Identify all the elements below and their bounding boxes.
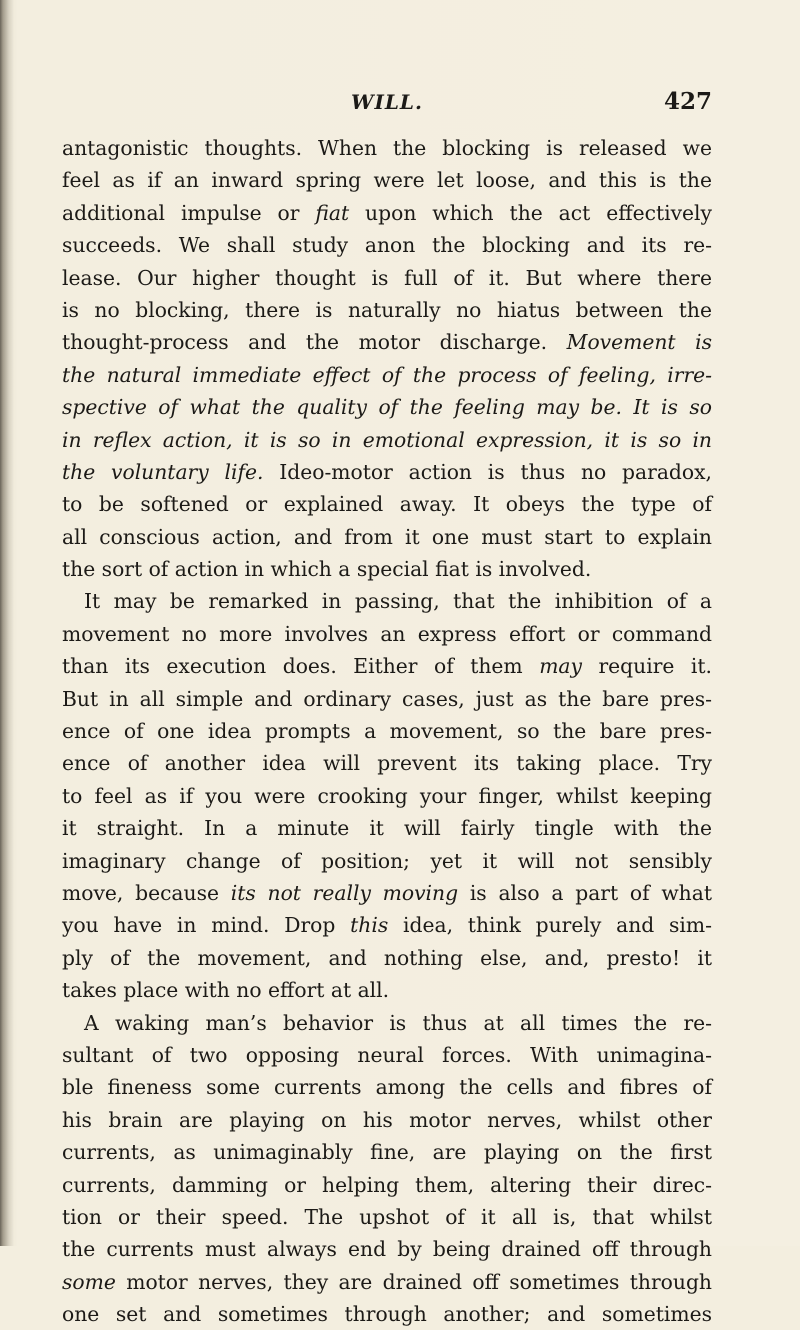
italic-text-run: this: [350, 913, 389, 938]
text-line: [62, 909, 712, 941]
text-run: than its execution does. Either of them: [62, 654, 540, 679]
page-number: 427: [663, 88, 712, 115]
text-run: require it.: [581, 654, 713, 679]
text-run: it straight. In a minute it will fairly tingle with the: [62, 816, 712, 841]
text-run: ply of the movement, and nothing else, and, presto! it: [62, 945, 712, 970]
italic-text-run: spective of what the quality of the feeling may be. It is so: [62, 395, 712, 420]
text-line: [62, 359, 712, 391]
text-run: additional impulse or: [62, 200, 316, 225]
text-run: currents, damming or helping them, altering their direc-: [62, 1172, 712, 1197]
text-run: idea, think purely and sim-: [388, 913, 712, 938]
text-line: [62, 1266, 712, 1298]
text-line: [62, 812, 712, 844]
text-line: [62, 715, 712, 747]
text-line: [62, 650, 712, 682]
text-run: ence of one idea prompts a movement, so the bare pres-: [62, 719, 712, 744]
text-line: [62, 488, 712, 520]
running-head: [62, 84, 712, 120]
italic-text-run: the voluntary life.: [62, 459, 264, 484]
text-run: is no blocking, there is naturally no hiatus between the: [62, 297, 712, 322]
text-line: [62, 1201, 712, 1233]
italic-text-run: the natural immediate effect of the process of feeling, irre-: [62, 362, 712, 387]
text-line: [62, 845, 712, 877]
text-line: [62, 1298, 712, 1330]
text-run: sultant of two opposing neural forces. With unimagina-: [62, 1042, 712, 1067]
text-run: upon which the act effectively: [349, 200, 713, 225]
text-run: imaginary change of position; yet it will not sensibly: [62, 848, 712, 873]
text-line: [62, 553, 712, 585]
text-run: But in all simple and ordinary cases, just as the bare pres-: [62, 686, 712, 711]
text-run: thought-process and the motor discharge.: [62, 330, 567, 355]
text-line: [62, 164, 712, 196]
text-line: [62, 262, 712, 294]
text-line: [62, 942, 712, 974]
text-line: [62, 683, 712, 715]
text-line: [62, 521, 712, 553]
text-line: [62, 456, 712, 488]
text-run: succeeds. We shall study anon the blocking and its re-: [62, 233, 712, 258]
text-run: motor nerves, they are drained off sometimes through: [115, 1269, 712, 1294]
text-run: to feel as if you were crooking your finger, whilst keeping: [62, 783, 712, 808]
text-run: A waking man’s behavior is thus at all times the re-: [84, 1010, 712, 1035]
text-line: [62, 424, 712, 456]
text-line: [62, 780, 712, 812]
text-run: the sort of action in which a special fiat is involved.: [62, 557, 592, 582]
text-line: [62, 294, 712, 326]
text-line: [62, 1233, 712, 1265]
text-run: antagonistic thoughts. When the blocking is released we: [62, 136, 712, 160]
text-run: is also a part of what: [458, 880, 712, 905]
text-line: [62, 132, 712, 164]
text-run: movement no more involves an express effort or command: [62, 621, 712, 646]
text-line: [62, 1071, 712, 1103]
text-run: his brain are playing on his motor nerves, whilst other: [62, 1107, 712, 1132]
text-run: currents, as unimaginably fine, are playing on the first: [62, 1140, 712, 1165]
italic-text-run: its not really moving: [230, 880, 459, 905]
text-line: [62, 229, 712, 261]
text-run: It may be remarked in passing, that the inhibition of a: [84, 589, 712, 614]
body-text: [62, 132, 712, 1330]
text-run: ence of another idea will prevent its taking place. Try: [62, 751, 712, 776]
text-run: one set and sometimes through another; and sometimes: [62, 1302, 712, 1327]
italic-text-run: may: [539, 654, 582, 679]
text-run: to be softened or explained away. It obeys the type of: [62, 492, 712, 517]
text-line: [62, 1039, 712, 1071]
text-line: [62, 877, 712, 909]
text-line: [62, 326, 712, 358]
text-run: lease. Our higher thought is full of it. But where there: [62, 265, 712, 290]
text-line: [62, 1007, 712, 1039]
text-run: the currents must always end by being drained off through: [62, 1237, 712, 1262]
text-line: [62, 391, 712, 423]
text-run: all conscious action, and from it one must start to explain: [62, 524, 712, 549]
text-line: [62, 1136, 712, 1168]
text-line: [62, 1104, 712, 1136]
text-line: [62, 1169, 712, 1201]
italic-text-run: Movement is: [566, 330, 712, 355]
text-run: move, because: [62, 880, 231, 905]
text-line: [62, 585, 712, 617]
italic-text-run: fiat: [315, 200, 350, 225]
text-line: [62, 618, 712, 650]
text-run: takes place with no effort at all.: [62, 978, 390, 1003]
text-line: [62, 747, 712, 779]
running-head-title: WILL.: [351, 90, 423, 114]
italic-text-run: some: [62, 1269, 116, 1294]
text-line: [62, 197, 712, 229]
text-run: tion or their speed. The upshot of it all is, that whilst: [62, 1204, 712, 1229]
italic-text-run: in reflex action, it is so in emotional expression, it is so in: [62, 427, 712, 452]
text-run: you have in mind. Drop: [62, 913, 351, 938]
text-line: [62, 974, 712, 1006]
text-run: Ideo-motor action is thus no paradox,: [263, 459, 712, 484]
text-run: ble fineness some currents among the cells and fibres of: [62, 1075, 712, 1100]
text-run: feel as if an inward spring were let loose, and this is the: [62, 168, 712, 193]
page-binding-shadow: [0, 0, 14, 1246]
